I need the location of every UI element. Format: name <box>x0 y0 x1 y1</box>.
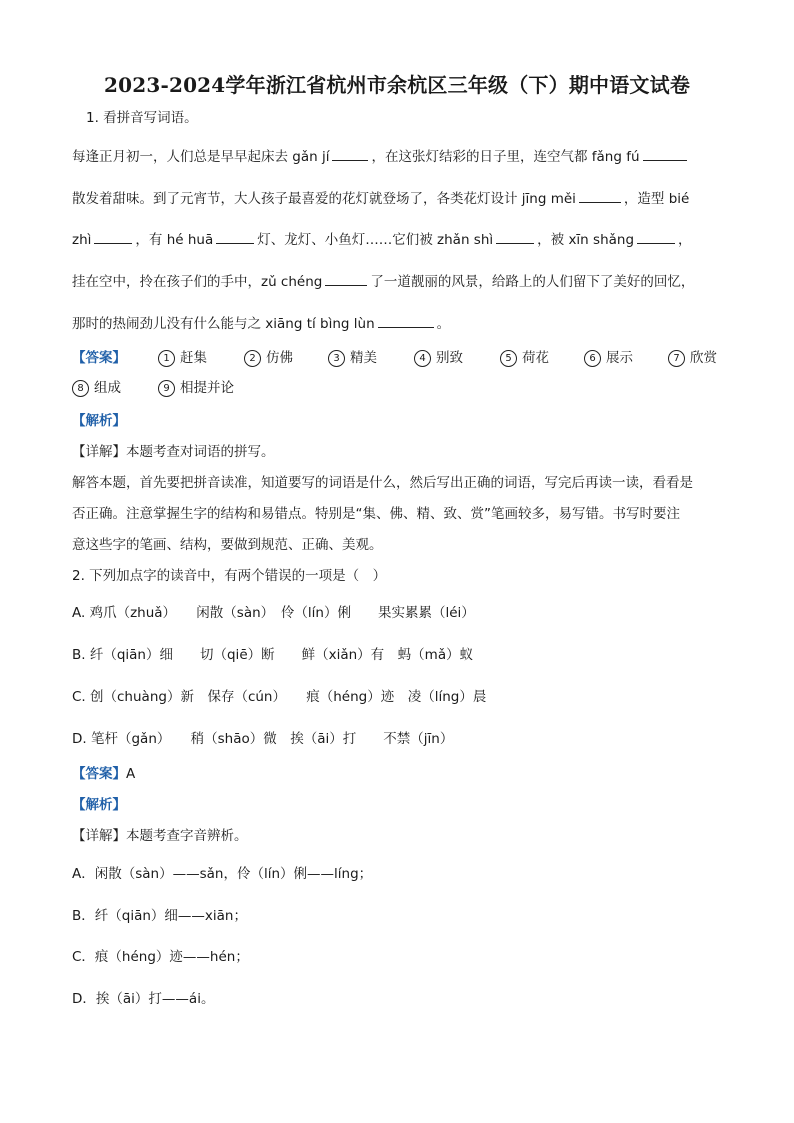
passage-text: 。 <box>436 316 451 332</box>
q1-passage-line-1 <box>72 146 690 167</box>
q2-option-d: D. 笔杆（gǎn） 稍（shāo）微 挨（āi）打 不禁（jīn） <box>72 731 454 747</box>
answer-text: 欣赏 <box>690 350 717 366</box>
passage-text: ，造型 bié <box>623 191 690 207</box>
q1-prompt: 1. 看拼音写词语。 <box>86 110 198 126</box>
answer-blank <box>332 146 368 161</box>
detail-text: 本题考查对词语的拼写。 <box>126 444 275 460</box>
answer-blank <box>216 229 254 244</box>
answer-item <box>328 348 377 368</box>
answer-item <box>158 378 234 398</box>
circled-number: 8 <box>72 380 89 397</box>
analysis-tag: 【解析】 <box>72 413 126 429</box>
passage-text: 每逢正月初一，人们总是早早起床去 gǎn jí <box>72 149 330 165</box>
page-title: 2023-2024学年浙江省杭州市余杭区三年级（下）期中语文试卷 <box>103 73 691 97</box>
q2-analysis-d: D．挨（āi）打——ái。 <box>72 991 215 1007</box>
q1-detail <box>72 442 275 462</box>
q2-analysis-a: A．闲散（sàn）——sǎn，伶（lín）俐——líng； <box>72 866 373 882</box>
answer-text: 仿佛 <box>266 350 293 366</box>
passage-text: ， <box>678 232 692 248</box>
answer-tag: 【答案】 <box>72 350 126 366</box>
answer-blank <box>378 313 434 328</box>
passage-text: 散发着甜味。到了元宵节，大人孩子最喜爱的花灯就登场了，各类花灯设计 jīng měi <box>72 191 576 207</box>
answer-text: 相提并论 <box>180 380 234 396</box>
circled-number: 4 <box>414 350 431 367</box>
circled-number: 7 <box>668 350 685 367</box>
q2-option-c: C. 创（chuàng）新 保存（cún） 痕（héng）迹 凌（líng）晨 <box>72 689 487 705</box>
answer-text: 荷花 <box>522 350 549 366</box>
answer-text: 展示 <box>606 350 633 366</box>
answer-item <box>158 348 207 368</box>
answer-item <box>500 348 549 368</box>
analysis-tag: 【解析】 <box>72 797 126 813</box>
detail-text: 本题考查字音辨析。 <box>126 828 248 844</box>
passage-text: 了一道靓丽的风景，给路上的人们留下了美好的回忆， <box>370 274 695 290</box>
answer-blank <box>637 229 675 244</box>
answer-text: 组成 <box>94 380 121 396</box>
q1-explanation-1: 解答本题，首先要把拼音读准，知道要写的词语是什么，然后写出正确的词语，写完后再读一读，看看是 <box>72 475 693 491</box>
circled-number: 2 <box>244 350 261 367</box>
answer-blank <box>496 229 534 244</box>
answer-blank <box>643 146 687 161</box>
q2-prompt: 2. 下列加点字的读音中，有两个错误的一项是（ ） <box>72 568 387 584</box>
circled-number: 3 <box>328 350 345 367</box>
answer-text: A <box>126 766 136 782</box>
answer-blank <box>325 271 367 286</box>
q2-answer <box>72 764 135 784</box>
passage-text: zhì <box>72 232 92 248</box>
q1-explanation-3: 意这些字的笔画、结构，要做到规范、正确、美观。 <box>72 537 383 553</box>
circled-number: 6 <box>584 350 601 367</box>
q1-passage-line-4 <box>72 271 694 292</box>
q2-analysis-b: B．纤（qiān）细——xiān； <box>72 908 247 924</box>
passage-text: ，被 xīn shǎng <box>537 232 635 248</box>
answer-item <box>72 378 121 398</box>
passage-text: ，在这张灯结彩的日子里，连空气都 fǎng fú <box>371 149 640 165</box>
answer-item <box>244 348 293 368</box>
q1-answer-block <box>72 348 732 398</box>
answer-text: 别致 <box>436 350 463 366</box>
q2-detail <box>72 826 248 846</box>
answer-tag: 【答案】 <box>72 766 126 782</box>
answer-item <box>668 348 717 368</box>
q1-passage-line-3 <box>72 229 692 250</box>
passage-text: 挂在空中，拎在孩子们的手中，zǔ chéng <box>72 274 323 290</box>
answer-text: 精美 <box>350 350 377 366</box>
q1-passage-line-5 <box>72 313 450 334</box>
passage-text: 那时的热闹劲儿没有什么能与之 xiāng tí bìng lùn <box>72 316 375 332</box>
q2-option-b: B. 纤（qiān）细 切（qiē）断 鲜（xiǎn）有 蚂（mǎ）蚁 <box>72 647 474 663</box>
q2-analysis-c: C．痕（héng）迹——hén； <box>72 949 249 965</box>
answer-blank <box>579 188 621 203</box>
answer-blank <box>94 229 132 244</box>
circled-number: 5 <box>500 350 517 367</box>
q2-option-a: A. 鸡爪（zhuǎ） 闲散（sàn） 伶（lín）俐 果实累累（léi） <box>72 605 475 621</box>
q1-explanation-2: 否正确。注意掌握生字的结构和易错点。特别是“集、佛、精、致、赏”笔画较多，易写错。书写时要注 <box>72 506 680 522</box>
passage-text: ，有 hé huā <box>135 232 214 248</box>
answer-item <box>584 348 633 368</box>
detail-tag: 【详解】 <box>72 828 126 844</box>
q1-passage-line-2 <box>72 188 689 209</box>
passage-text: 灯、龙灯、小鱼灯……它们被 zhǎn shì <box>257 232 494 248</box>
circled-number: 9 <box>158 380 175 397</box>
circled-number: 1 <box>158 350 175 367</box>
detail-tag: 【详解】 <box>72 444 126 460</box>
answer-item <box>414 348 463 368</box>
answer-text: 赶集 <box>180 350 207 366</box>
